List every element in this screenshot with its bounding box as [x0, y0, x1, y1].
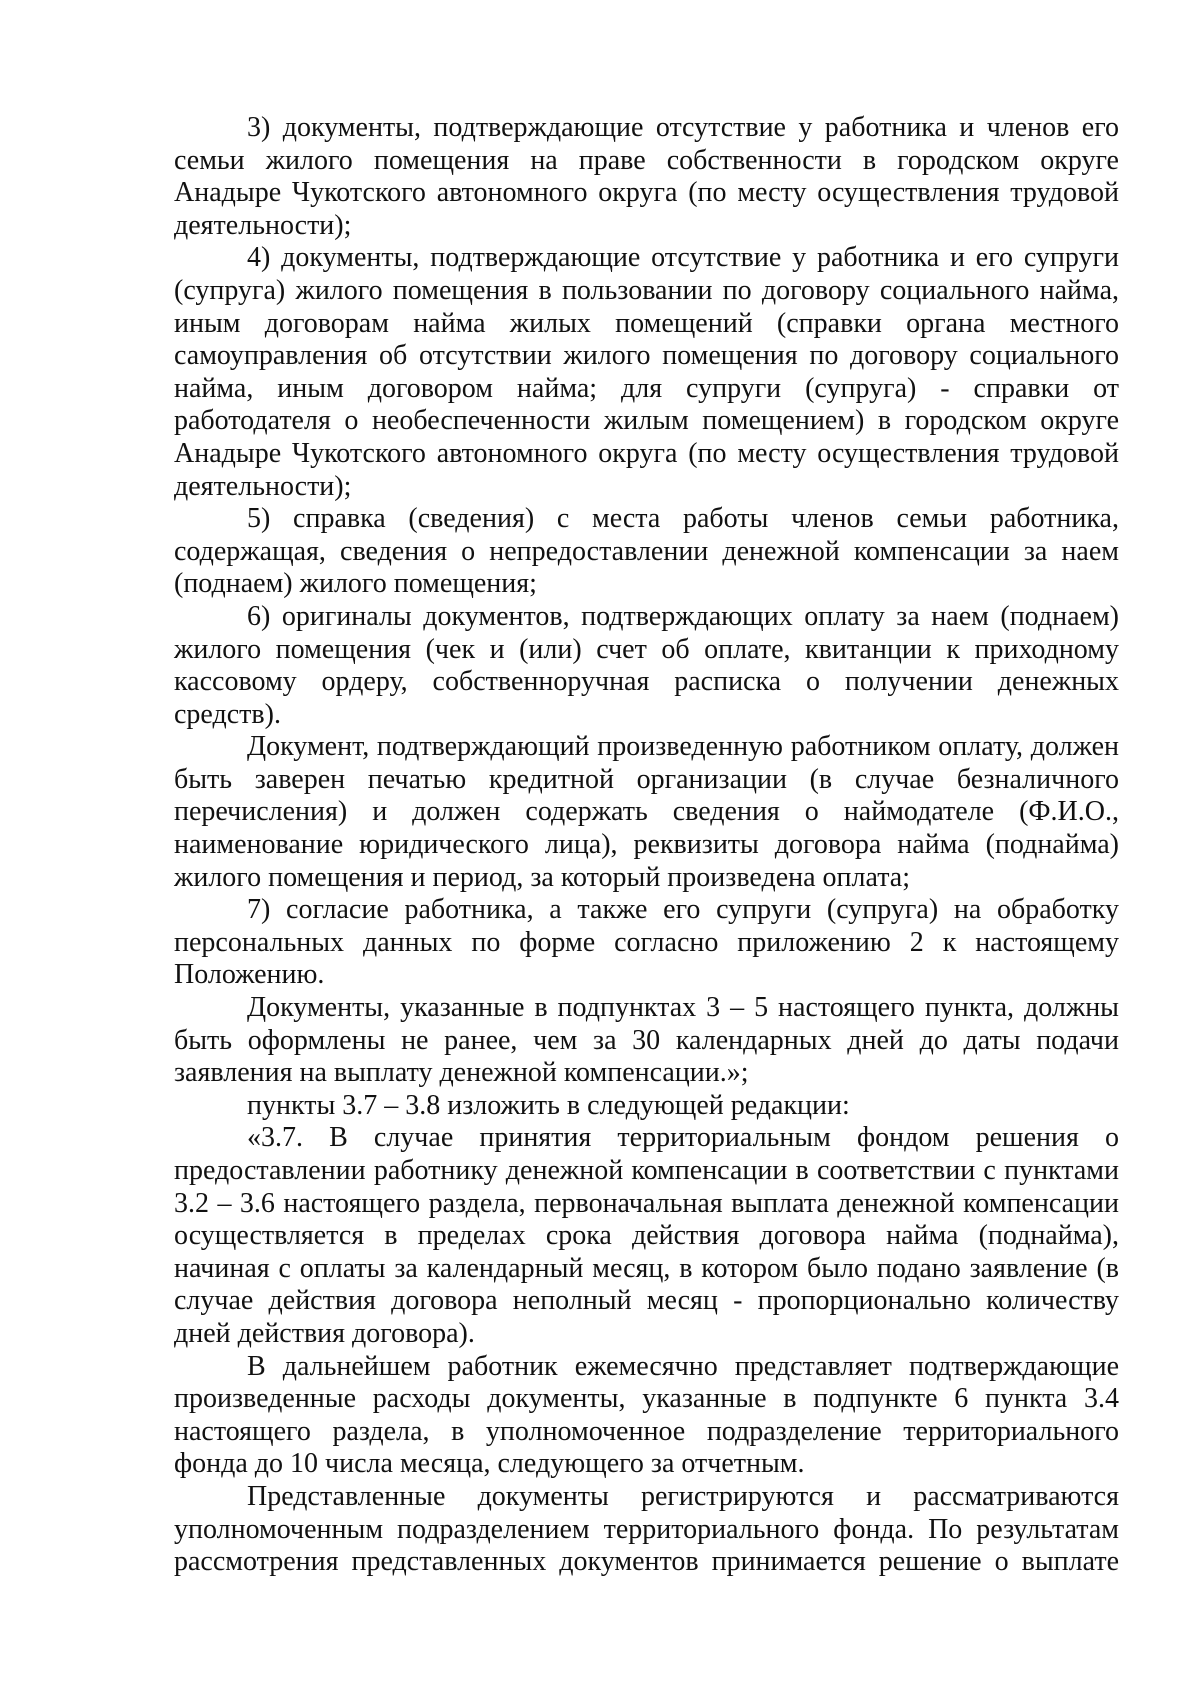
paragraph-item-6-original-payment-documents: 6) оригиналы документов, подтверждающих оплату за наем (поднаем) жилого помещения (чек и (или) счет об оплате, квитанции к приходному кассовому ордеру, собственноручная расписка о получении денежных средств). [174, 600, 1119, 730]
paragraph-documents-validity-period: Документы, указанные в подпунктах 3 – 5 настоящего пункта, должны быть оформлены не ранее, чем за 30 календарных дней до даты подачи заявления на выплату денежной компенсации.»; [174, 992, 1119, 1089]
paragraph-monthly-expense-documents: В дальнейшем работник ежемесячно представляет подтверждающие произведенные расходы документы, указанные в подпункте 6 пункта 3.4 настоящего раздела, в уполномоченное подразделение территориального фонда до 10 числа месяца, следующего за отчетным. [174, 1350, 1119, 1480]
document-body [174, 112, 1119, 1579]
paragraph-documents-registration-review: Представленные документы регистрируются и рассматриваются уполномоченным подразделением территориального фонда. По результатам рассмотрения представленных документов принимается решение о выплате [174, 1480, 1119, 1578]
paragraph-amend-items-3-7-3-8: пункты 3.7 – 3.8 изложить в следующей редакции: [247, 1089, 850, 1121]
paragraph-clause-3-7-initial-payment: «3.7. В случае принятия территориальным фондом решения о предоставлении работнику денежной компенсации в соответствии с пунктами 3.2 – 3.6 настоящего раздела, первоначальная выплата денежной компенсации осуществляется в пределах срока действия договора найма (поднайма), начиная с оплаты за календарный месяц, в котором было подано заявление (в случае действия договора неполный месяц - пропорционально количеству дней действия договора). [174, 1122, 1119, 1349]
paragraph-item-3-documents-no-ownership: 3) документы, подтверждающие отсутствие у работника и членов его семьи жилого помещения на праве собственности в городском округе Анадыре Чукотского автономного округа (по месту осуществления трудовой деятельности); [174, 112, 1119, 241]
paragraph-item-7-personal-data-consent: 7) согласие работника, а также его супруги (супруга) на обработку персональных данных по форме согласно приложению 2 к настоящему Положению. [174, 894, 1119, 991]
paragraph-item-5-employment-certificate: 5) справка (сведения) с места работы членов семьи работника, содержащая, сведения о непредоставлении денежной компенсации за наем (поднаем) жилого помещения; [174, 503, 1119, 600]
paragraph-payment-document-requirements: Документ, подтверждающий произведенную работником оплату, должен быть заверен печатью кредитной организации (в случае безналичного перечисления) и должен содержать сведения о наймодателе (Ф.И.О., наименование юридического лица), реквизиты договора найма (поднайма) жилого помещения и период, за который произведена оплата; [174, 731, 1119, 893]
paragraph-item-4-documents-no-social-lease: 4) документы, подтверждающие отсутствие у работника и его супруги (супруга) жилого помещения в пользовании по договору социального найма, иным договорам найма жилых помещений (справки органа местного самоуправления об отсутствии жилого помещения по договору социального найма, иным договором найма; для супруги (супруга) - справки от работодателя о необеспеченности жилым помещением) в городском округе Анадыре Чукотского автономного округа (по месту осуществления трудовой деятельности); [174, 242, 1119, 502]
